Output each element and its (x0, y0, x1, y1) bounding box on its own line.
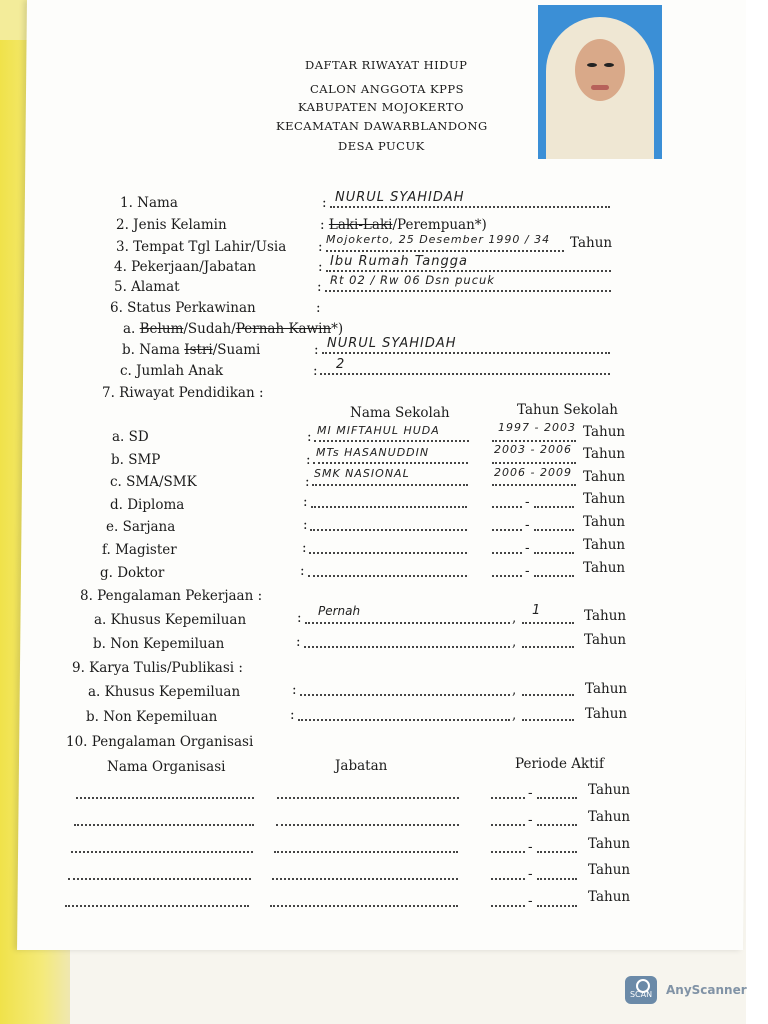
unit-tahun: Tahun (588, 889, 631, 905)
unit-tahun: Tahun (588, 836, 631, 852)
fill-line (312, 484, 468, 486)
fill-line (492, 552, 522, 554)
colon: : (314, 342, 319, 358)
edu-label: c. SMA/SMK (110, 474, 197, 490)
unit-tahun: Tahun (583, 424, 626, 440)
edu-label: a. SD (112, 429, 149, 445)
edu-nama: MTs HASANUDDIN (316, 446, 430, 459)
fill-line (309, 552, 467, 554)
doc-title: DAFTAR RIWAYAT HIDUP (305, 58, 468, 72)
org-jabatan-line (272, 878, 458, 880)
unit-tahun: Tahun (584, 608, 627, 624)
fill-line (325, 290, 611, 292)
fill-line (330, 206, 610, 208)
value-pekerjaan-khusus: Pernah (318, 604, 361, 618)
org-nama-line (68, 878, 251, 880)
label-khusus-kepemiluan: a. Khusus Kepemiluan (94, 612, 247, 628)
org-periode-line (491, 878, 525, 880)
label-alamat: 5. Alamat (114, 279, 180, 295)
fill-line (314, 440, 469, 442)
value-pekerjaan: Ibu Rumah Tangga (330, 254, 468, 269)
unit-tahun: Tahun (583, 514, 626, 530)
unit-tahun: Tahun (583, 491, 626, 507)
fill-line (298, 719, 510, 721)
edu-label: b. SMP (111, 452, 161, 468)
org-periode-line (491, 824, 525, 826)
label-jumlah-anak: c. Jumlah Anak (120, 363, 224, 379)
org-jabatan-line (274, 851, 458, 853)
org-jabatan-line (276, 824, 459, 826)
fill-line (492, 462, 576, 464)
dash: - (528, 893, 533, 909)
fill-line (534, 552, 574, 554)
lips-shape (591, 85, 609, 90)
label-nama: 1. Nama (120, 195, 178, 211)
label-non-kepemiluan: b. Non Kepemiluan (93, 636, 225, 652)
value-nama: NURUL SYAHIDAH (335, 190, 465, 205)
fill-line (492, 529, 522, 531)
colon: : (302, 540, 307, 556)
colon: : (317, 279, 322, 295)
value-ttl: Mojokerto, 25 Desember 1990 / 34 (326, 233, 551, 246)
edu-nama: SMK NASIONAL (314, 467, 410, 480)
left-eye (587, 63, 597, 67)
colon: : (322, 195, 327, 211)
dash: - (528, 785, 533, 801)
org-nama-line (76, 797, 254, 799)
org-nama-line (65, 905, 249, 907)
fill-line (305, 622, 510, 624)
dash: - (525, 540, 530, 556)
dash: - (528, 812, 533, 828)
col-nama-organisasi: Nama Organisasi (107, 759, 226, 775)
org-periode-line (537, 824, 577, 826)
page-right-margin (746, 0, 768, 1024)
col-nama-sekolah: Nama Sekolah (350, 405, 450, 421)
fill-line (534, 506, 574, 508)
comma: , (512, 610, 517, 626)
edu-label: g. Doktor (100, 565, 165, 581)
colon: : (306, 452, 311, 468)
unit-tahun: Tahun (588, 782, 631, 798)
label-khusus-kepemiluan: a. Khusus Kepemiluan (88, 684, 241, 700)
edu-tahun: 2003 - 2006 (494, 443, 572, 456)
fill-line (522, 719, 574, 721)
applicant-photo (538, 5, 662, 159)
doc-subtitle-3: KECAMATAN DAWARBLANDONG (276, 119, 488, 133)
colon: : (307, 429, 312, 445)
org-nama-line (71, 851, 253, 853)
dash: - (525, 517, 530, 533)
status-option-a: a. Belum/Sudah/Pernah Kawin*) (123, 321, 344, 337)
edu-nama: MI MIFTAHUL HUDA (317, 424, 440, 437)
colon: : (296, 634, 301, 650)
fill-line (322, 352, 610, 354)
doc-subtitle-1: CALON ANGGOTA KPPS (310, 82, 465, 96)
fill-line (492, 575, 522, 577)
comma: , (512, 634, 517, 650)
unit-tahun: Tahun (583, 560, 626, 576)
label-ttl: 3. Tempat Tgl Lahir/Usia (116, 239, 287, 255)
edu-label: f. Magister (102, 542, 177, 558)
unit-tahun: Tahun (583, 446, 626, 462)
unit-tahun: Tahun (570, 235, 613, 251)
label-pekerjaan: 4. Pekerjaan/Jabatan (114, 259, 257, 275)
colon: : (303, 517, 308, 533)
edu-label: d. Diploma (110, 497, 185, 513)
org-nama-line (74, 824, 254, 826)
fill-line (492, 506, 522, 508)
comma: , (512, 707, 517, 723)
colon: : (318, 239, 323, 255)
colon: : (300, 563, 305, 579)
fill-line (304, 646, 510, 648)
fill-line (300, 694, 510, 696)
unit-tahun: Tahun (588, 809, 631, 825)
section-pekerjaan: 8. Pengalaman Pekerjaan : (80, 588, 263, 604)
colon: : (313, 363, 318, 379)
org-periode-line (537, 905, 577, 907)
value-alamat: Rt 02 / Rw 06 Dsn pucuk (330, 273, 495, 287)
value-nama-suami: NURUL SYAHIDAH (327, 336, 457, 351)
section-karya-tulis: 9. Karya Tulis/Publikasi : (72, 660, 243, 676)
edu-label: e. Sarjana (106, 519, 176, 535)
comma: , (512, 682, 517, 698)
fill-line (522, 622, 574, 624)
section-pendidikan: 7. Riwayat Pendidikan : (102, 385, 264, 401)
anyscanner-logo: SCAN (625, 976, 657, 1004)
colon: : (292, 682, 297, 698)
unit-tahun: Tahun (585, 706, 628, 722)
org-periode-line (537, 878, 577, 880)
fill-line (310, 529, 467, 531)
colon: : (318, 259, 323, 275)
fill-line (534, 529, 574, 531)
dash: - (528, 839, 533, 855)
org-periode-line (537, 797, 577, 799)
unit-tahun: Tahun (584, 632, 627, 648)
fill-line (313, 462, 468, 464)
value-jenis-kelamin: : Laki-Laki/Perempuan*) (320, 217, 487, 233)
unit-tahun: Tahun (585, 681, 628, 697)
fill-line (522, 694, 574, 696)
fill-line (326, 270, 611, 272)
doc-subtitle-2: KABUPATEN MOJOKERTO (298, 100, 464, 114)
face-shape (575, 39, 625, 101)
unit-tahun: Tahun (583, 469, 626, 485)
col-jabatan: Jabatan (335, 758, 388, 774)
colon: : (303, 494, 308, 510)
section-organisasi: 10. Pengalaman Organisasi (66, 734, 254, 750)
fill-line (534, 575, 574, 577)
org-periode-line (491, 905, 525, 907)
org-jabatan-line (277, 797, 459, 799)
org-jabatan-line (270, 905, 458, 907)
dash: - (525, 494, 530, 510)
anyscanner-brand: AnyScanner (666, 983, 747, 997)
fill-line (492, 484, 576, 486)
col-tahun-sekolah: Tahun Sekolah (517, 402, 618, 418)
col-periode-aktif: Periode Aktif (515, 756, 604, 772)
colon: : (297, 610, 302, 626)
fill-line (320, 373, 610, 375)
colon: : (290, 707, 295, 723)
org-periode-line (491, 797, 525, 799)
right-eye (604, 63, 614, 67)
fill-line (308, 575, 467, 577)
fill-line (326, 250, 564, 252)
fill-line (522, 646, 574, 648)
dash: - (528, 866, 533, 882)
doc-subtitle-4: DESA PUCUK (338, 139, 425, 153)
org-periode-line (491, 851, 525, 853)
label-non-kepemiluan: b. Non Kepemiluan (86, 709, 218, 725)
colon: : (305, 474, 310, 490)
dash: - (525, 563, 530, 579)
edu-tahun: 2006 - 2009 (494, 466, 572, 479)
unit-tahun: Tahun (583, 537, 626, 553)
edu-tahun: 1997 - 2003 (498, 421, 576, 434)
label-jenis-kelamin: 2. Jenis Kelamin (116, 217, 227, 233)
value-pekerjaan-tahun: 1 (532, 603, 542, 618)
unit-tahun: Tahun (588, 862, 631, 878)
label-status-perkawinan: 6. Status Perkawinan (110, 300, 256, 316)
status-option-b: b. Nama Istri/Suami (122, 342, 261, 358)
colon: : (316, 300, 321, 316)
org-periode-line (537, 851, 577, 853)
fill-line (492, 440, 576, 442)
fill-line (311, 506, 467, 508)
value-jumlah-anak: 2 (336, 357, 346, 372)
